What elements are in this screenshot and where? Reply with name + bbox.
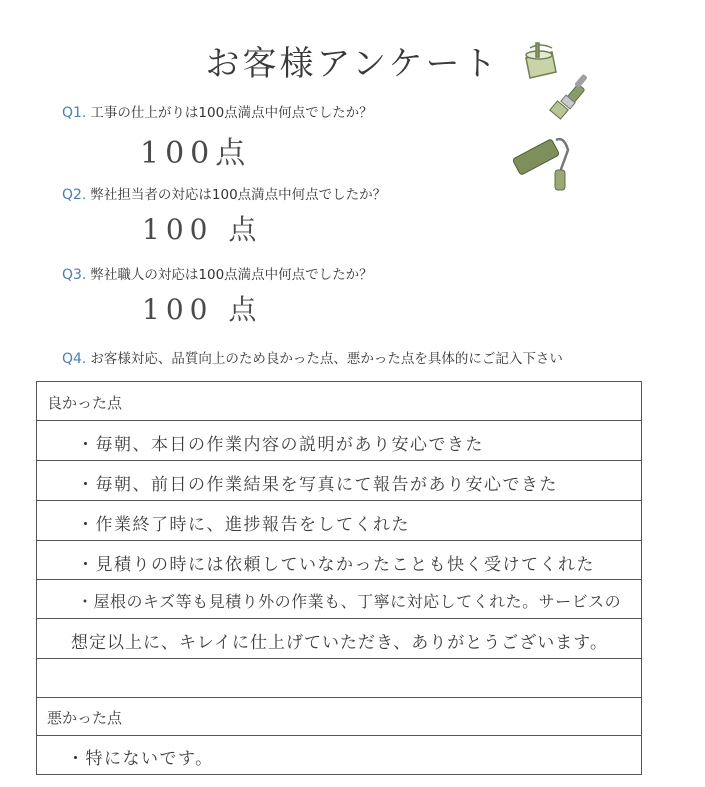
ruled-line bbox=[37, 579, 641, 580]
good-point-line: ・見積りの時には依頼していなかったことも快く受けてくれた bbox=[77, 555, 595, 575]
question-text: 弊社担当者の対応は100点満点中何点でしたか？ bbox=[90, 187, 387, 203]
good-point-line: ・毎朝、本日の作業内容の説明があり安心できた bbox=[77, 435, 484, 455]
question-4 bbox=[62, 347, 563, 367]
question-1 bbox=[62, 101, 373, 121]
answer-3: 100 点 bbox=[142, 293, 263, 326]
answer-2: 100 点 bbox=[142, 213, 263, 246]
ruled-line bbox=[37, 658, 641, 659]
good-point-line: 想定以上に、キレイに仕上げていただき、ありがとうございます。 bbox=[71, 633, 608, 653]
bad-points-heading: 悪かった点 bbox=[47, 709, 123, 727]
ruled-line bbox=[37, 460, 641, 461]
question-text: 工事の仕上がりは100点満点中何点でしたか？ bbox=[90, 105, 373, 121]
good-point-line: ・屋根のキズ等も見積り外の作業も、丁寧に対応してくれた。サービスの bbox=[77, 592, 622, 611]
good-points-heading: 良かった点 bbox=[47, 394, 123, 412]
ruled-line bbox=[37, 697, 641, 698]
painting-tools-illustration bbox=[508, 40, 598, 200]
question-number: Q3. bbox=[62, 267, 87, 283]
question-number: Q1. bbox=[62, 105, 87, 121]
paint-roller-icon bbox=[512, 139, 568, 190]
question-3 bbox=[62, 263, 373, 283]
comment-box bbox=[36, 381, 642, 775]
ruled-line bbox=[37, 540, 641, 541]
ruled-line bbox=[37, 735, 641, 736]
question-number: Q2. bbox=[62, 187, 87, 203]
good-point-line: ・作業終了時に、進捗報告をしてくれた bbox=[77, 515, 410, 535]
question-2 bbox=[62, 183, 386, 203]
answer-1: 100点 bbox=[140, 136, 252, 171]
page-title: お客様アンケート bbox=[205, 44, 500, 84]
question-text: お客様対応、品質向上のため良かった点、悪かった点を具体的にご記入下さい bbox=[90, 351, 563, 367]
question-number: Q4. bbox=[62, 351, 87, 367]
ruled-line bbox=[37, 420, 641, 421]
ruled-line bbox=[37, 500, 641, 501]
paint-bucket-icon bbox=[526, 43, 556, 78]
ruled-line bbox=[37, 618, 641, 619]
bad-point-line: ・特にないです。 bbox=[67, 749, 214, 769]
question-text: 弊社職人の対応は100点満点中何点でしたか？ bbox=[90, 267, 373, 283]
paint-brush-icon bbox=[550, 74, 588, 119]
good-point-line: ・毎朝、前日の作業結果を写真にて報告があり安心できた bbox=[77, 475, 558, 495]
